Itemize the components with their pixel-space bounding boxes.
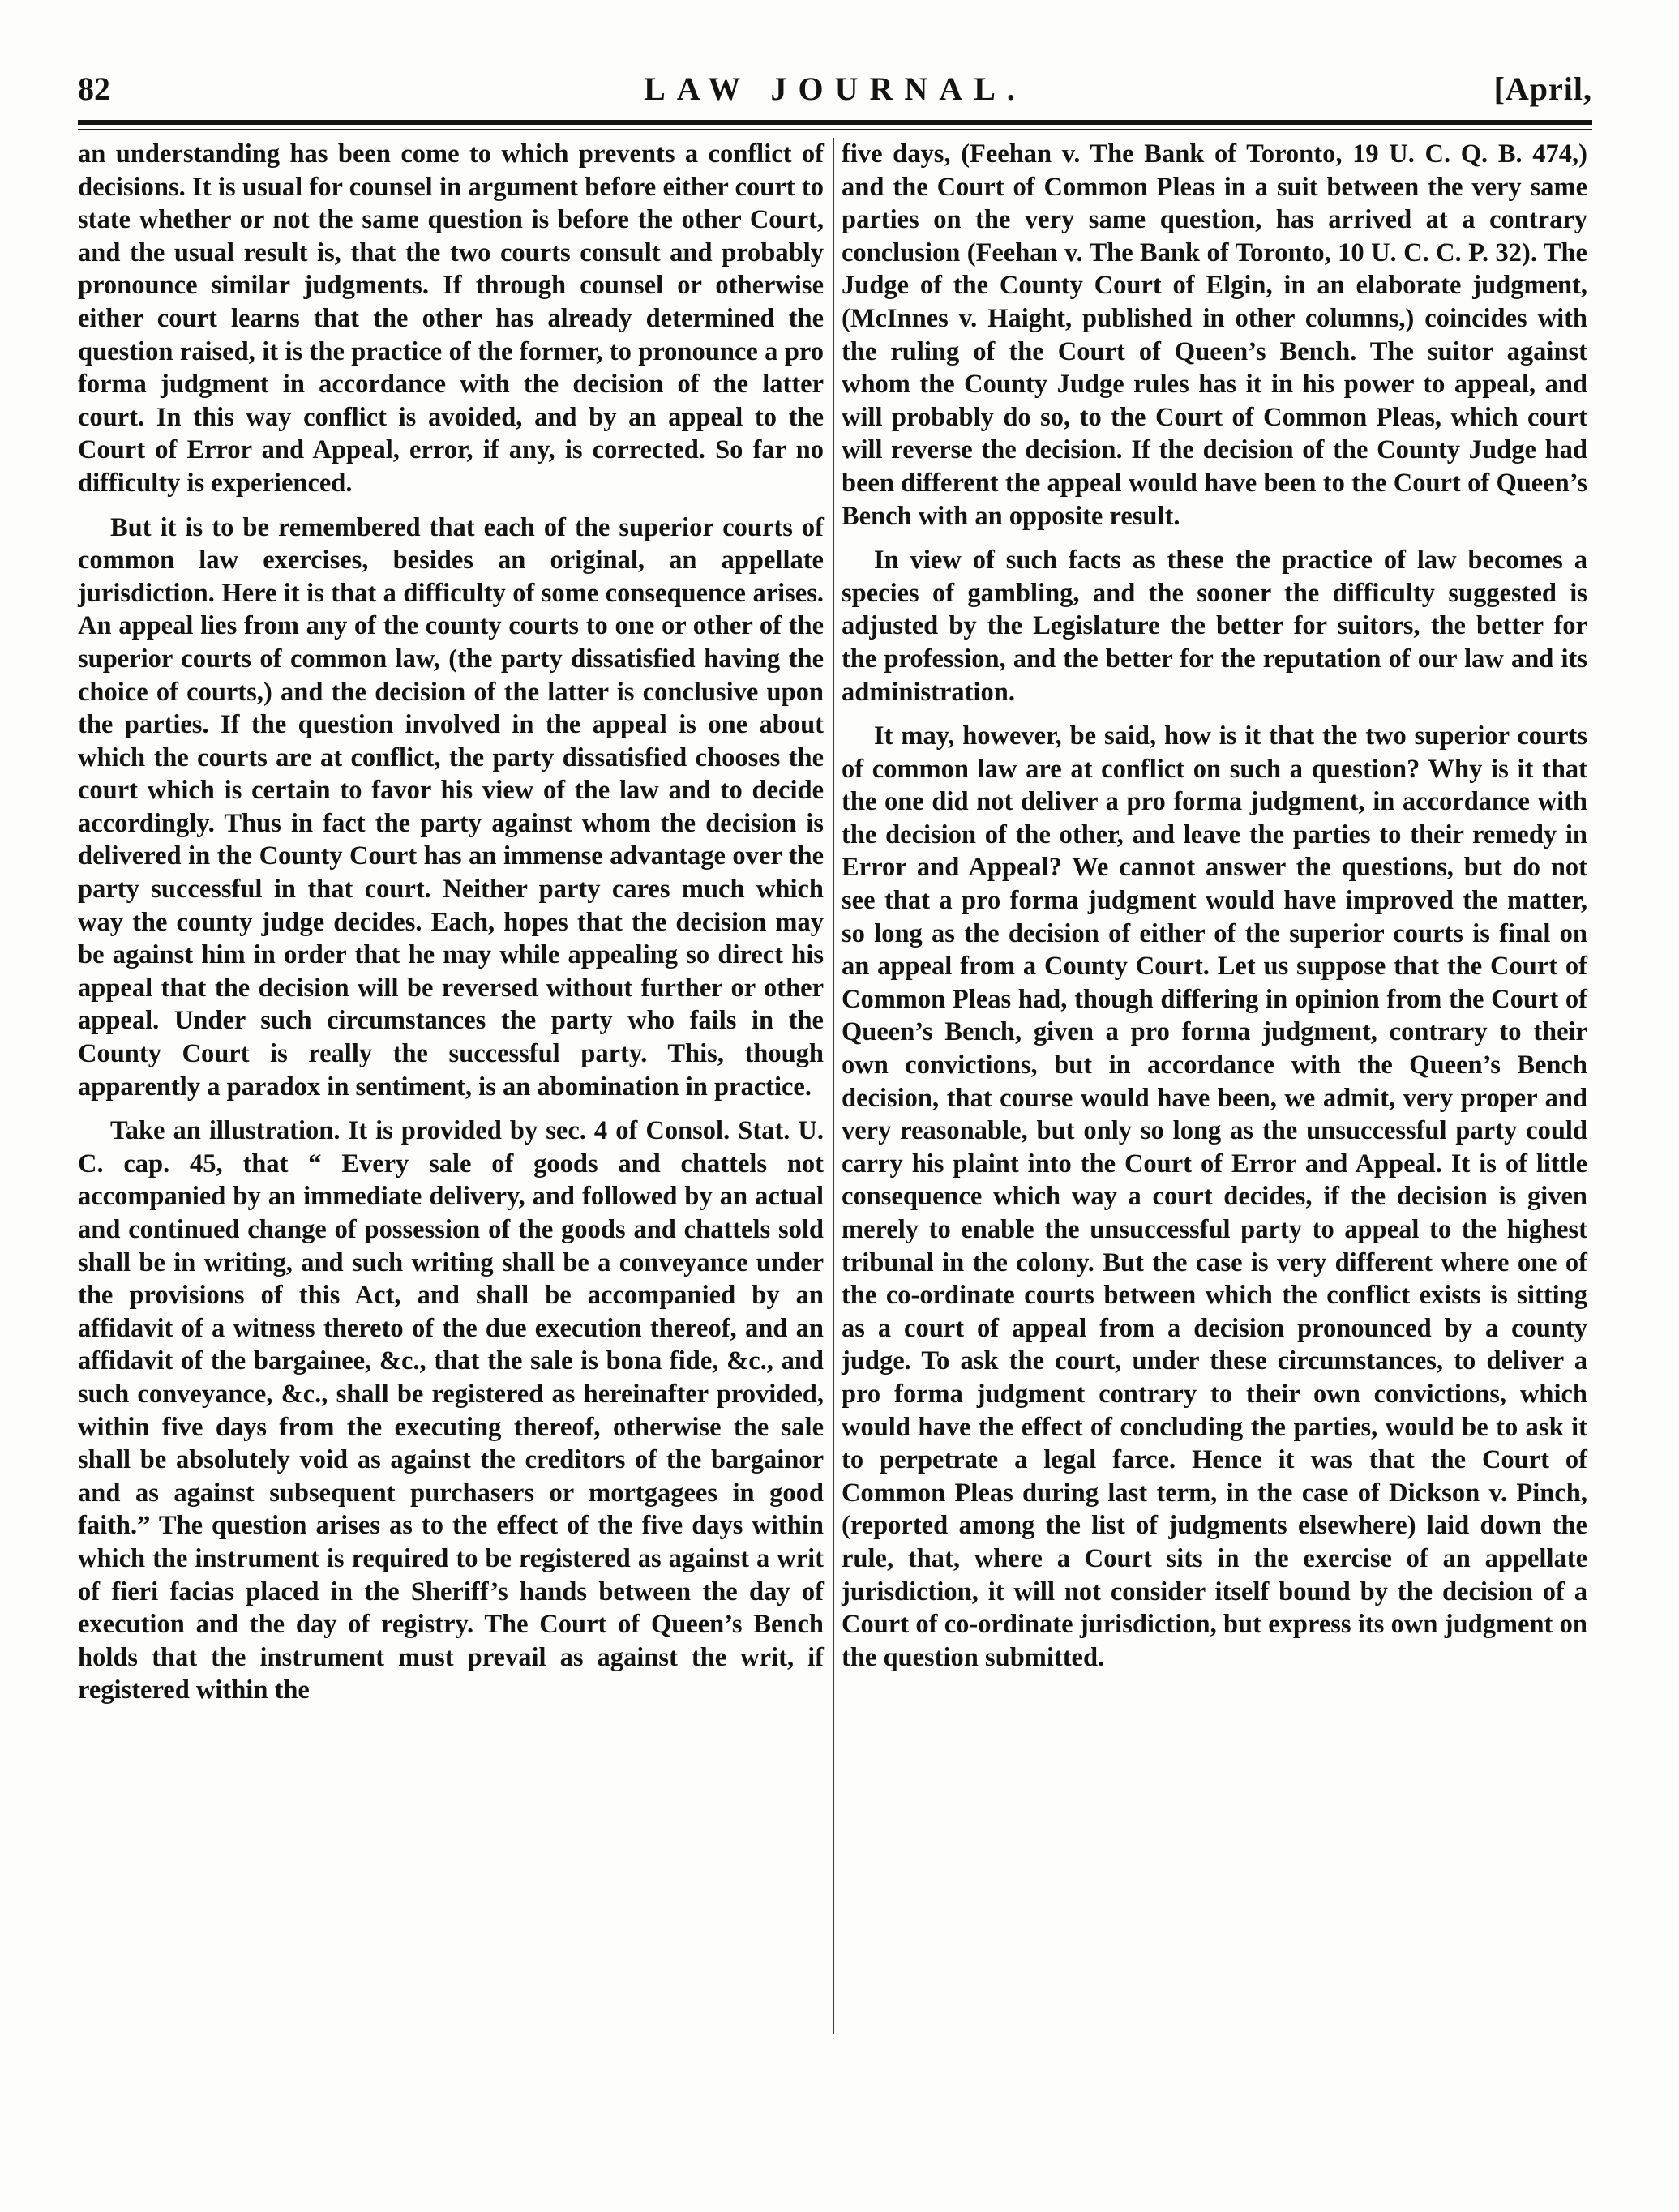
paragraph: an understanding has been come to which prevents a conflict of decisions. It is usual for counsel in argument before either court to state whether or not the same question is before the other Court, and the usual result is, that the two courts consult and probably pronounce similar judgments. If through counsel or otherwise either court learns that the other has already determined the question raised, it is the practice of the former, to pronounce a pro forma judgment in accordance with the decision of the latter court. In this way conflict is avoided, and by an appeal to the Court of Error and Appeal, error, if any, is corrected. So far no difficulty is experienced. (78, 139, 824, 498)
header-rule-thin (78, 129, 1592, 130)
page-header (78, 70, 1592, 118)
right-column (842, 138, 1587, 1685)
running-title: LAW JOURNAL. (644, 71, 1026, 107)
column-divider (833, 138, 834, 2034)
paragraph: five days, (Feehan v. The Bank of Toronto, 19 U. C. Q. B. 474,) and the Court of Common Pleas in a suit between the very same parties on the very same question, has arrived at a contrary conclusion (Feehan v. The Bank of Toronto, 10 U. C. C. P. 32). The Judge of the County Court of Elgin, in an elaborate judgment, (McInnes v. Haight, published in other columns,) coincides with the ruling of the Court of Queen’s Bench. The suitor against whom the County Judge rules has it in his power to appeal, and will probably do so, to the Court of Common Pleas, which court will reverse the decision. If the decision of the County Judge had been different the appeal would have been to the Court of Queen’s Bench with an opposite result. (842, 139, 1587, 531)
header-rule-thick (78, 120, 1592, 125)
left-column (78, 138, 824, 1718)
page-number: 82 (78, 71, 110, 107)
paragraph: But it is to be remembered that each of the superior courts of common law exercises, besides an original, an appellate jurisdiction. Here it is that a difficulty of some consequence arises. An appeal lies from any of the county courts to one or other of the superior courts of common law, (the party dissatisfied having the choice of courts,) and the decision of the latter is conclusive upon the parties. If the question involved in the appeal is one about which the courts are at conflict, the party dissatisfied chooses the court which is certain to favor his view of the law and to decide accordingly. Thus in fact the party against whom the decision is delivered in the County Court has an immense advantage over the party successful in that court. Neither party cares much which way the county judge decides. Each, hopes that the decision may be against him in order that he may while appealing so direct his appeal that the decision will be reversed without further or other appeal. Under such circumstances the party who fails in the County Court is really the successful party. This, though apparently a paradox in sentiment, is an abomination in practice. (78, 512, 824, 1102)
paragraph: Take an illustration. It is provided by sec. 4 of Consol. Stat. U. C. cap. 45, that “ Every sale of goods and chattels not accompanied by an immediate delivery, and followed by an actual and continued change of possession of the goods and chattels sold shall be in writing, and such writing shall be a conveyance under the provisions of this Act, and shall be accompanied by an affidavit of a witness thereto of the due execution thereof, and an affidavit of the bargainee, &c., that the sale is bona fide, &c., and such conveyance, &c., shall be registered as hereinafter provided, within five days from the executing thereof, otherwise the sale shall be absolutely void as against the creditors of the bargainor and as against subsequent purchasers or mortgagees in good faith.” The question arises as to the effect of the five days within which the instrument is required to be registered as against a writ of fieri facias placed in the Sheriff’s hands between the day of execution and the day of registry. The Court of Queen’s Bench holds that the instrument must prevail as against the writ, if registered within the (78, 1116, 824, 1705)
paragraph: In view of such facts as these the practice of law becomes a species of gambling, and the sooner the difficulty suggested is adjusted by the Legislature the better for suitors, the better for the profession, and the better for the reputation of our law and its administration. (842, 546, 1587, 707)
issue-month: [April, (1493, 71, 1592, 107)
paragraph: It may, however, be said, how is it that the two superior courts of common law are at conflict on such a question? Why is it that the one did not deliver a pro forma judgment, in accordance with the decision of the other, and leave the parties to their remedy in Error and Appeal? We cannot answer the questions, but do not see that a pro forma judgment would have improved the matter, so long as the decision of either of the superior courts is final on an appeal from a County Court. Let us suppose that the Court of Common Pleas had, though differing in opinion from the Court of Queen’s Bench, given a pro forma judgment, contrary to their own convictions, but in accordance with the Queen’s Bench decision, that course would have been, we admit, very proper and very reasonable, but only so long as the unsuccessful party could carry his plaint into the Court of Error and Appeal. It is of little consequence which way a court decides, if the decision is given merely to enable the unsuccessful party to appeal to the highest tribunal in the colony. But the case is very different where one of the co-ordinate courts between which the conflict exists is sitting as a court of appeal from a decision pronounced by a county judge. To ask the court, under these circumstances, to deliver a pro forma judgment contrary to their own convictions, which would have the effect of concluding the parties, would be to ask it to perpetrate a legal farce. Hence it was that the Court of Common Pleas during last term, in the case of Dickson v. Pinch, (reported among the list of judgments elsewhere) laid down the rule, that, where a Court sits in the exercise of an appellate jurisdiction, it will not consider itself bound by the decision of a Court of co-ordinate jurisdiction, but express its own judgment on the question submitted. (842, 721, 1587, 1672)
